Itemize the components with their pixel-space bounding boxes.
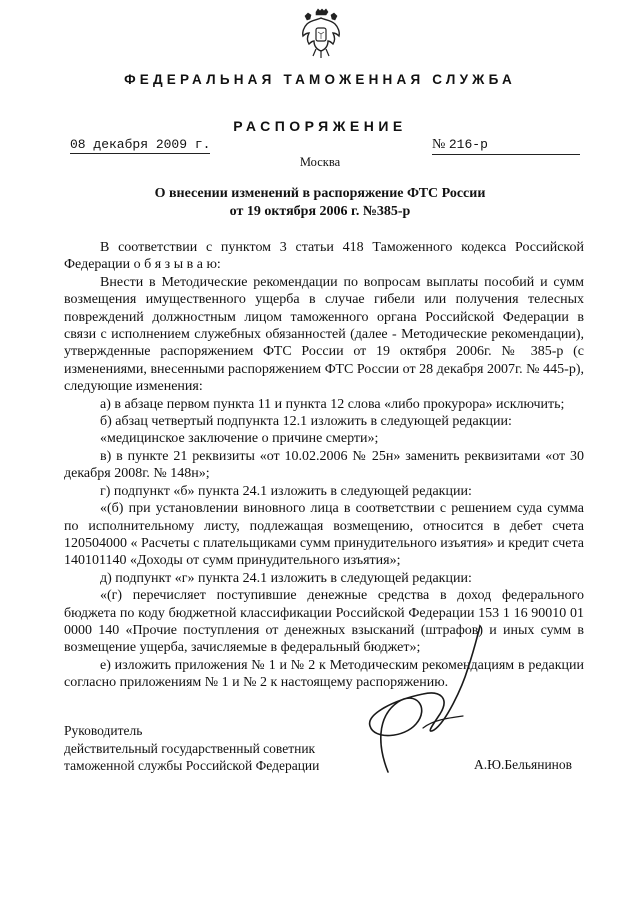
document-body xyxy=(64,239,584,692)
document-number xyxy=(432,137,580,155)
signatory-line-1: Руководитель xyxy=(64,723,143,738)
paragraph-item-g: г) подпункт «б» пункта 24.1 изложить в следующей редакции: xyxy=(100,483,472,499)
paragraph-item-e: е) изложить приложения № 1 и № 2 к Методическим рекомендациям в редакции согласно приложениям № 1 и № 2 к настоящему распоряжению. xyxy=(64,657,584,691)
signatory-name: А.Ю.Бельянинов xyxy=(474,757,573,772)
paragraph-item-a: а) в абзаце первом пункта 11 и пункта 12 слова «либо прокурора» исключить; xyxy=(100,396,565,412)
paragraph-quote-b: «медицинское заключение о причине смерти»; xyxy=(100,431,379,447)
paragraph-quote-d: «(г) перечисляет поступившие денежные средства в доход федерального бюджета по коду бюджетной классификации Российской Федерации 153 1 16 90010 01 0000 140 «Прочие поступления от денежных взысканий (штрафов) и иных сумм в возмещение ущерба, зачисляемые в федеральный бюджет»; xyxy=(64,588,584,656)
document-title xyxy=(0,185,640,221)
document-date: 08 декабря 2009 г. xyxy=(70,137,211,152)
paragraph-item-d: д) подпункт «г» пункта 24.1 изложить в следующей редакции: xyxy=(100,570,472,586)
signatory-position xyxy=(64,722,319,775)
russian-double-headed-eagle-icon xyxy=(299,8,343,60)
paragraph-item-v: в) в пункте 21 реквизиты «от 10.02.2006 № 25н» заменить реквизитами «от 30 декабря 2008г. № 148н»; xyxy=(64,448,584,482)
title-line-1: О внесении изменений в распоряжение ФТС России xyxy=(154,186,486,201)
handwritten-signature-icon xyxy=(328,622,488,782)
title-line-2: от 19 октября 2006 г. №385-р xyxy=(229,204,411,219)
document-type: РАСПОРЯЖЕНИЕ xyxy=(233,118,407,134)
number-value: 216-р xyxy=(448,137,488,152)
agency-name: ФЕДЕРАЛЬНАЯ ТАМОЖЕННАЯ СЛУЖБА xyxy=(124,72,516,87)
signatory-line-2: действительный государственный советник xyxy=(64,740,316,756)
document-city: Москва xyxy=(299,155,341,169)
paragraph-quote-g: «(б) при установлении виновного лица в соответствии с решением суда сумма по исполнительному листу, подлежащая возмещению, относится в дебет счета 120504000 « Расчеты с плательщиками сумм принудительного изъятия» и кредит счета 140101140 «Доходы от сумм принудительного изъятия»; xyxy=(64,501,585,569)
signatory-line-3: таможенной службы Российской Федерации xyxy=(64,758,320,773)
paragraph-main: Внести в Методические рекомендации по вопросам выплаты пособий и сумм возмещения имущественного ущерба в случае гибели или получения телесных повреждений должностным лицом таможенного органа Российской Федерации в связи с исполнением служебных обязанностей (далее - Методические рекомендации), утвержденные распоряжением ФТС России от 19 октября 2006г. № 385-р (с изменениями, внесенными распоряжением ФТС России от 28 декабря 2007г. № 445-р), следующие изменения: xyxy=(64,274,584,395)
paragraph-item-b: б) абзац четвертый подпункта 12.1 изложить в следующей редакции: xyxy=(100,414,512,430)
number-prefix: № xyxy=(432,137,446,152)
paragraph-preamble: В соответствии с пунктом 3 статьи 418 Таможенного кодекса Российской Федерации о б я з ы в а ю: xyxy=(64,240,584,273)
